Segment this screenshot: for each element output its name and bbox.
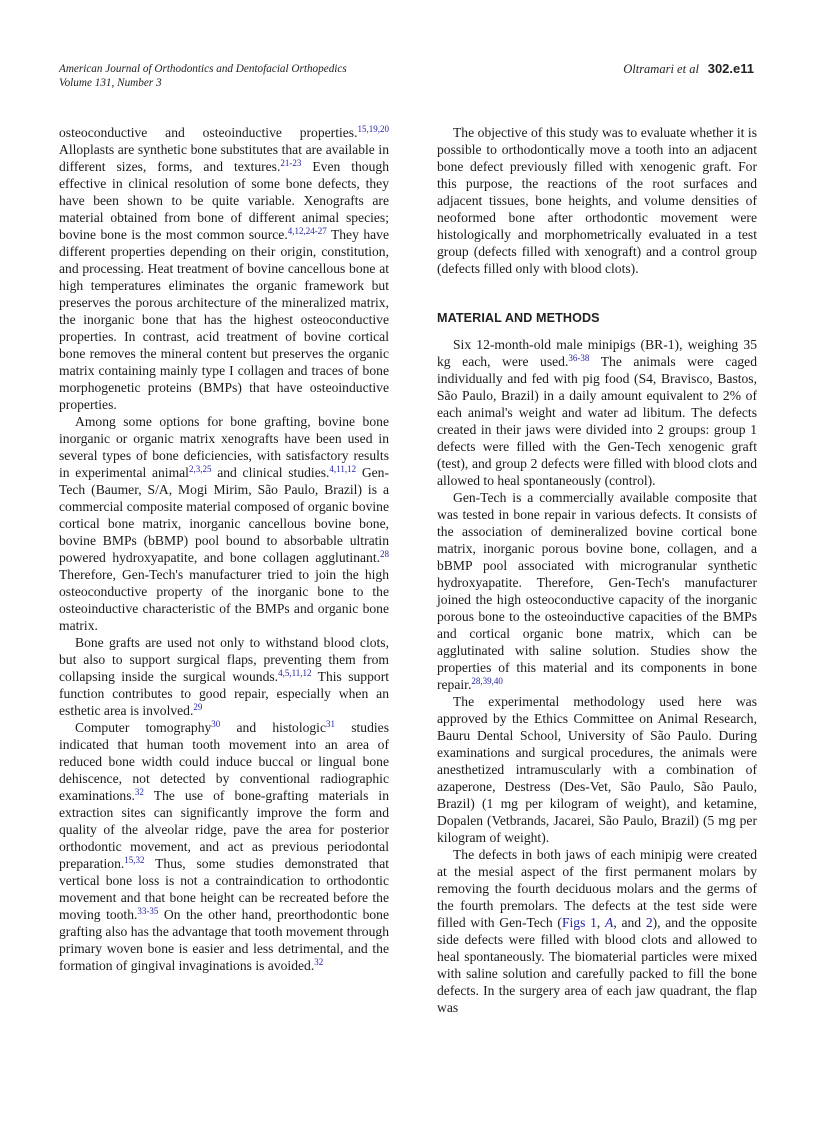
reference-link[interactable]: 32 — [134, 787, 144, 797]
text-run: Therefore, Gen-Tech's manufacturer tried to join the high osteoconductive property of the inorganic bone to the osteoinductive characteristic of the BMPs and organic bone matrix. — [59, 567, 389, 633]
text-run: Thus, some studies demonstrated that vertical bone loss is not a contraindication to orthodontic movement and that bone height can be recreated before the moving tooth. — [59, 856, 389, 922]
journal-title: American Journal of Orthodontics and Dentofacial Orthopedics — [59, 63, 347, 75]
left-column — [59, 124, 389, 974]
paragraph — [59, 124, 389, 413]
text-run: ), and the opposite side defects were filled with blood clots and allowed to heal spontaneously. The biomaterial particles were mixed with saline solution and carefully packed to fill the bone defects. In the surgery area of each jaw quadrant, the flap was — [437, 915, 758, 1015]
paragraph — [437, 846, 757, 1016]
text-run: The use of bone-grafting materials in extraction sites can significantly improve the form and quality of the alveolar ridge, pave the area for posterior orthodontic movement, and act as previous periodontal preparation. — [59, 788, 389, 871]
reference-link[interactable]: 36-38 — [568, 353, 590, 363]
reference-link[interactable]: 33-35 — [137, 906, 159, 916]
paragraph: The experimental methodology used here was approved by the Ethics Committee on Animal Research, Bauru Dental School, University of São Paulo. During examinations and surgical procedures, the animals were anesthetized intramuscularly with a combination of azaperone, Destress (Des-Vet, São Paulo, São Paulo, Brazil) (1 mg per kilogram of weight), and ketamine, Dopalen (Vetbrands, Jacarei, São Paulo, Brazil) (5 mg per kilogram of weight). — [437, 694, 757, 845]
paragraph — [59, 719, 389, 974]
reference-link[interactable]: 15,32 — [124, 855, 145, 865]
text-run: Gen-Tech is a commercially available composite that was tested in bone repair in various defects. It consists of the association of demineralized bovine cortical bone matrix, inorganic porous bovine bone, collagen, and a bBMP pool associated with microgranular synthetic hydroxyapatite. Therefore, Gen-Tech's manufacturer joined the high osteoconductive capacity of the inorganic porous bone to the osteoinductive capacities of the BMPs and cortical organic bone matrix, which can be agglutinated with saline solution. Studies show the properties of this material and its components in bone repair. — [437, 490, 757, 692]
reference-link[interactable]: 4,11,12 — [329, 464, 357, 474]
reference-link[interactable]: 2,3,25 — [188, 464, 212, 474]
journal-volume: Volume 131, Number 3 — [59, 77, 162, 89]
reference-link[interactable]: 31 — [326, 719, 335, 729]
reference-link[interactable]: 4,5,11,12 — [278, 668, 312, 678]
text-run: Gen-Tech (Baumer, S/A, Mogi Mirim, São Paulo, Brazil) is a commercial composite material composed of organic bovine cortical bone matrix, inorganic cancellous bovine bone, bovine BMPs (bBMP) pool bound to absorbable ultratin powered hydroxyapatite, and bone collagen agglutinant. — [59, 465, 389, 565]
text-run: Among some options for bone grafting, bovine bone inorganic or organic matrix xenografts have been used in several types of bone deficiencies, with satisfactory results in experimental animal — [59, 414, 389, 480]
text-run: osteoconductive and osteoinductive properties. — [59, 125, 358, 140]
header-right — [623, 62, 754, 77]
reference-link[interactable]: 30 — [211, 719, 221, 729]
right-column — [437, 124, 757, 1016]
text-run: Even though effective in clinical resolution of some bone defects, they have been shown to be quite variable. Xenografts are material obtained from bone of different animal species; bovine bone is the most common source. — [59, 159, 389, 242]
text-run: Computer tomography — [75, 720, 212, 735]
paragraph — [59, 634, 389, 719]
text-run: and clinical studies. — [211, 465, 330, 480]
reference-link[interactable]: 15,19,20 — [357, 124, 389, 134]
paragraph — [437, 489, 757, 693]
text-run: , and — [613, 915, 646, 930]
paragraph — [437, 336, 757, 489]
reference-link[interactable]: 28,39,40 — [471, 676, 503, 686]
text-run: This support function contributes to good repair, especially when an esthetic area is involved. — [59, 669, 389, 718]
paragraph — [59, 413, 389, 634]
reference-link[interactable]: 4,12,24-27 — [287, 226, 327, 236]
figure-link[interactable]: 2 — [645, 915, 653, 930]
figure-panel-link[interactable]: A — [605, 915, 614, 930]
reference-link[interactable]: 28 — [380, 549, 389, 559]
text-run: Alloplasts are synthetic bone substitutes that are available in different sizes, forms, and textures. — [59, 142, 389, 174]
text-run: The defects in both jaws of each minipig were created at the mesial aspect of the first permanent molars by removing the fourth deciduous molars and the germs of the fourth premolars. The defects at the test side were filled with Gen-Tech ( — [437, 847, 757, 930]
text-run: Bone grafts are used not only to withstand blood clots, but also to support surgical flaps, preventing them from collapsing inside the surgical wounds. — [59, 635, 389, 684]
text-run: Six 12-month-old male minipigs (BR-1), weighing 35 kg each, were used. — [437, 337, 757, 369]
running-authors: Oltramari et al — [623, 62, 699, 76]
journal-info — [59, 62, 347, 90]
section-heading: MATERIAL AND METHODS — [437, 311, 600, 325]
running-header — [59, 62, 754, 94]
reference-link[interactable]: 21-23 — [280, 158, 302, 168]
page-number: 302.e11 — [707, 61, 754, 76]
text-run: On the other hand, preorthodontic bone grafting also has the advantage that tooth movement through primary woven bone is easier and less detrimental, and the formation of gingival invaginations is avoided. — [59, 907, 389, 973]
reference-link[interactable]: 29 — [193, 702, 203, 712]
figure-link[interactable]: Figs 1 — [561, 915, 597, 930]
reference-link[interactable]: 32 — [314, 957, 324, 967]
text-run: They have different properties depending on their origin, constitution, and processing. Heat treatment of bovine cancellous bone at high temperatures eliminates the organic framework but preserves the porous architecture of the mineralized matrix, the inorganic bone that has the highest osteoconductive properties. In contrast, acid treatment of bovine cortical bone removes the mineral content but preserves the organic matrix containing mainly type I collagen and traces of bone morphogenetic proteins (BMPs) that have osteoinductive properties. — [59, 227, 389, 412]
text-run: The animals were caged individually and fed with pig food (S4, Bravisco, Bastos, São Paulo, Brazil) in a daily amount equivalent to 2% of each animal's weight and water ad libitum. The defects created in their jaws were divided into 2 groups: group 1 defects were filled with the Gen-Tech xenogenic graft (test), and group 2 defects were filled with blood clots and allowed to heal spontaneously (control). — [437, 354, 757, 488]
text-run: , — [596, 915, 606, 930]
paragraph: The objective of this study was to evaluate whether it is possible to orthodontically move a tooth into an adjacent bone defect previously filled with xenogenic graft. For this purpose, the reactions of the root surfaces and adjacent tissues, bone heights, and volume densities of neoformed bone after orthodontic movement were histologically and morphometrically evaluated in a test group (defects filled with xenograft) and a control group (defects filled only with blood clots). — [437, 125, 757, 276]
text-run: and histologic — [220, 720, 326, 735]
text-run: studies indicated that human tooth movement into an area of reduced bone width could induce buccal or lingual bone dehiscence, not detected by conventional radiographic examinations. — [59, 720, 389, 803]
